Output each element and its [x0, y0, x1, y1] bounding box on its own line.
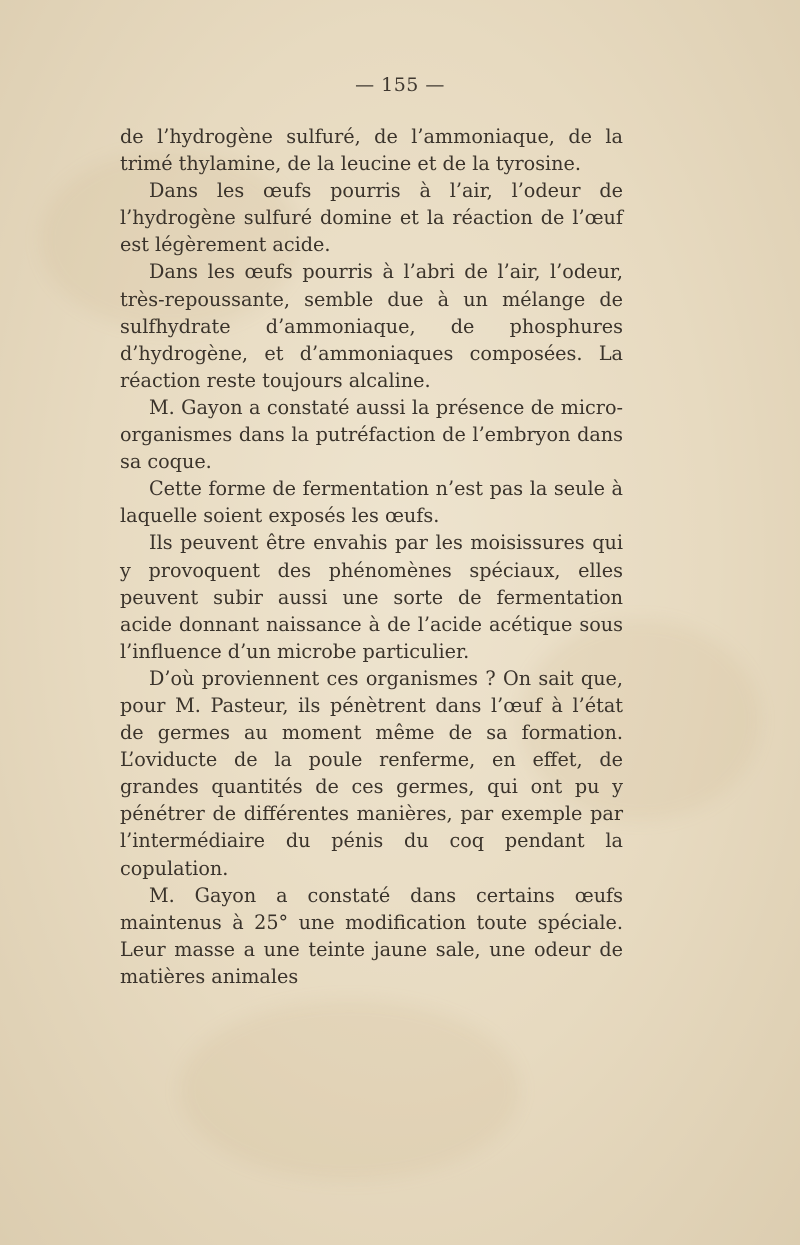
paragraph: Cette forme de fermentation n’est pas la seule à laquelle soient exposés les œufs.: [120, 477, 623, 528]
paragraph: M. Gayon a constaté dans certains œufs maintenus à 25° une modification toute spéciale. Leur masse a une teinte jaune sale, une odeur de matières animales: [120, 883, 623, 988]
paragraph: Dans les œufs pourris à l’air, l’odeur de l’hydrogène sulfuré domine et la réaction de l’œuf est légèrement acide.: [120, 179, 623, 257]
body-text: [120, 123, 623, 990]
paragraph: de l’hydrogène sulfuré, de l’ammoniaque, de la trimé thylamine, de la leucine et de la tyrosine.: [120, 125, 623, 176]
paragraph: M. Gayon a constaté aussi la présence de micro-organismes dans la putréfaction de l’embryon dans sa coque.: [120, 395, 623, 474]
paper-stain: [180, 1000, 520, 1180]
paragraph: Ils peuvent être envahis par les moisissures qui y provoquent des phénomènes spéciaux, elles peuvent subir aussi une sorte de fermentation acide donnant naissance à de l’acide acétique sous l’influence d’un microbe particulier.: [120, 531, 623, 663]
paragraph: Dans les œufs pourris à l’abri de l’air, l’odeur, très-repoussante, semble due à un mélange de sulfhydrate d’ammoniaque, de phosphures d’hydrogène, et d’ammoniaques composées. La réaction reste toujours alcaline.: [120, 260, 623, 392]
page-number: — 155 —: [355, 74, 445, 96]
paragraph: D’où proviennent ces organismes ? On sait que, pour M. Pasteur, ils pénètrent dans l’œuf à l’état de germes au moment même de sa formation. L’oviducte de la poule renferme, en effet, de grandes quantités de ces germes, qui ont pu y pénétrer de différentes manières, par exemple par l’intermédiaire du pénis du coq pendant la copulation.: [120, 666, 623, 880]
